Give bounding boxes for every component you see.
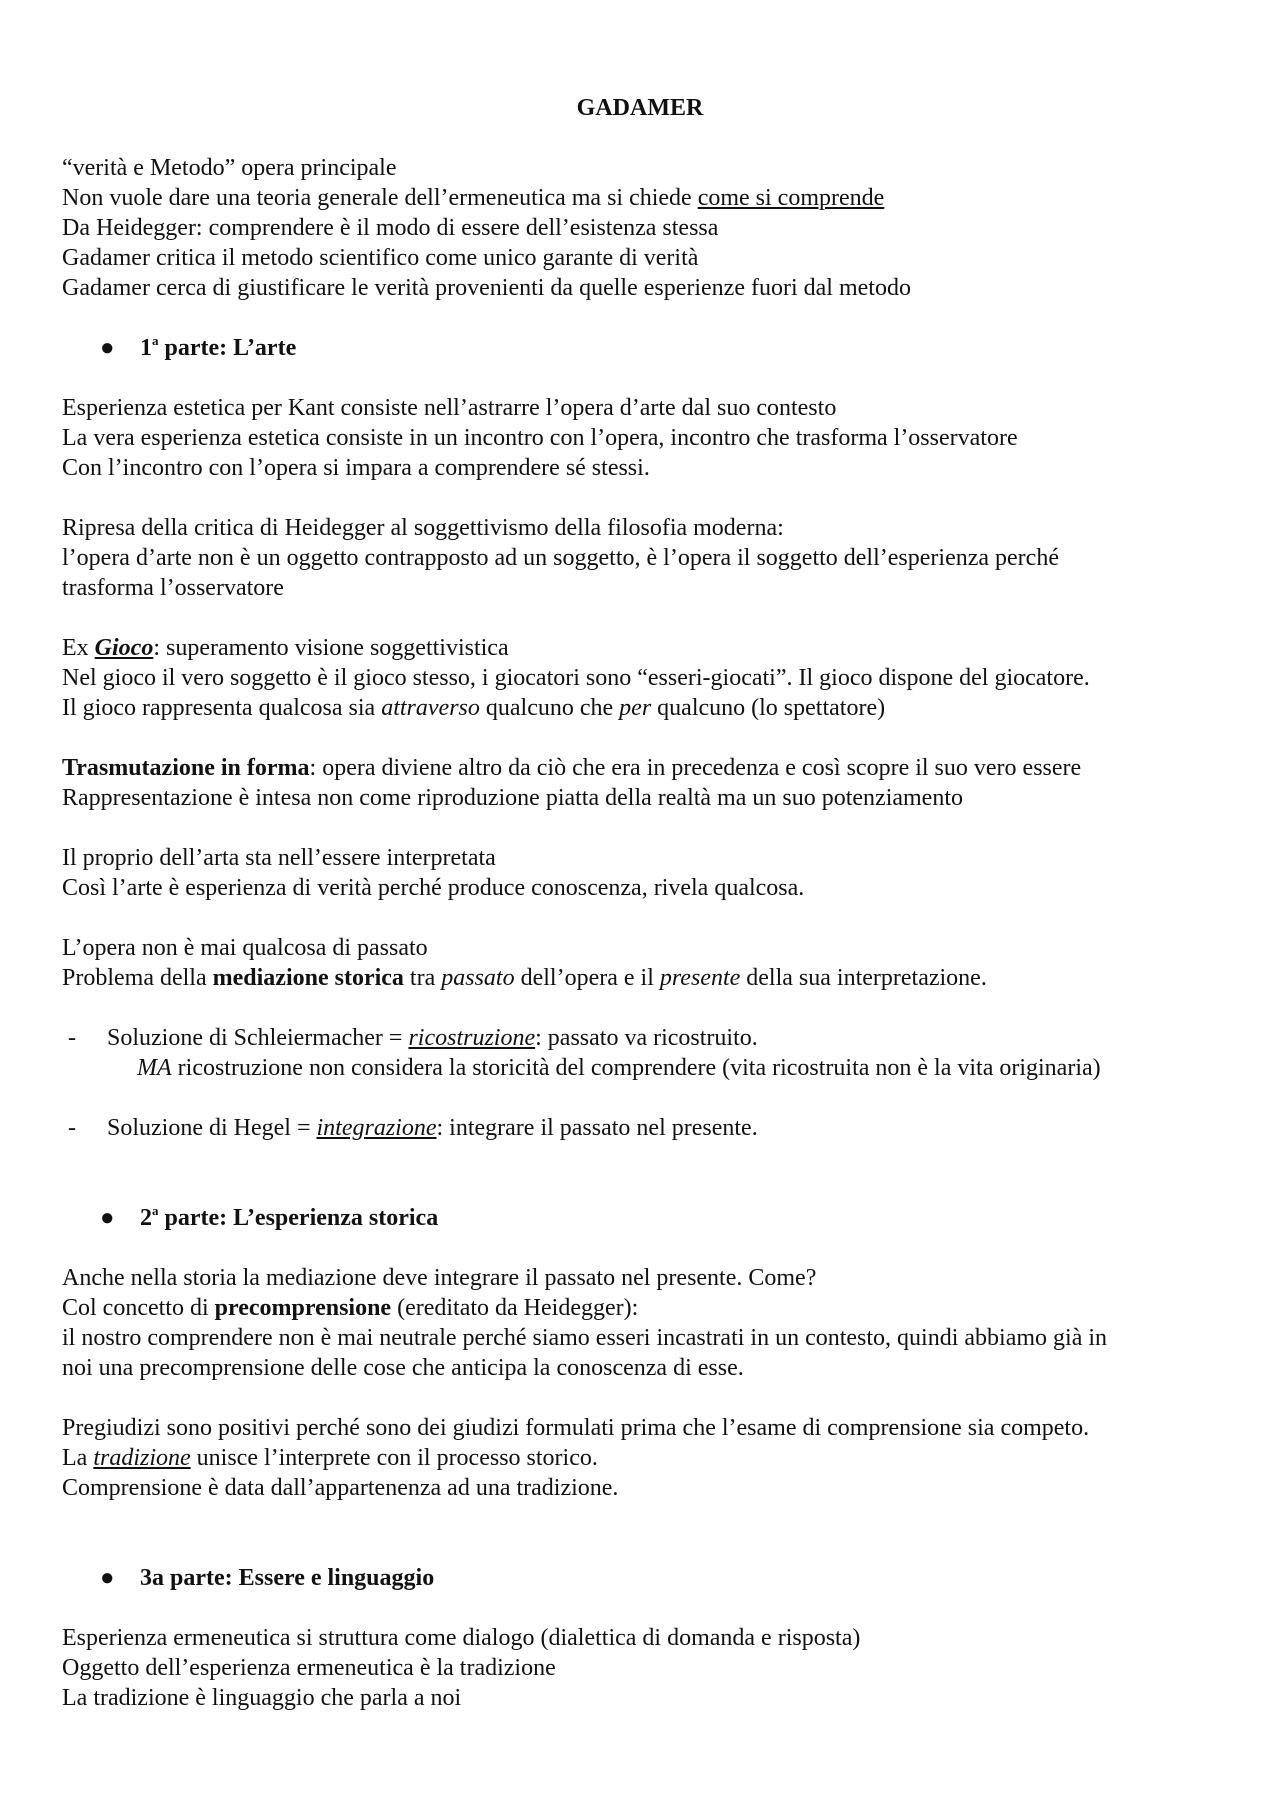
dash-list-item bbox=[62, 1023, 758, 1053]
text-line: Gadamer cerca di giustificare le verità provenienti da quelle esperienze fuori dal metodo bbox=[62, 275, 911, 301]
text-span: : integrare il passato nel presente. bbox=[436, 1115, 758, 1141]
text-span: qualcuno che bbox=[479, 695, 620, 721]
text-span: Col concetto di bbox=[62, 1295, 215, 1321]
text-line: noi una precomprensione delle cose che anticipa la conoscenza di esse. bbox=[62, 1355, 744, 1381]
text-span: qualcuno (lo spettatore) bbox=[651, 695, 886, 721]
text-line bbox=[62, 1443, 598, 1473]
emphasis-text: integrazione bbox=[316, 1115, 437, 1141]
text-line: l’opera d’arte non è un oggetto contrapposto ad un soggetto, è l’opera il soggetto dell’esperienza perché bbox=[62, 545, 1059, 571]
text-line bbox=[62, 633, 509, 663]
text-line: Da Heidegger: comprendere è il modo di essere dell’esistenza stessa bbox=[62, 215, 719, 241]
text-line bbox=[62, 1293, 638, 1323]
bullet-icon: ● bbox=[100, 335, 115, 361]
heading-label: parte: L’arte bbox=[158, 335, 297, 361]
emphasis-text: ricostruzione bbox=[408, 1025, 536, 1051]
text-line: Gadamer critica il metodo scientifico come unico garante di verità bbox=[62, 245, 699, 271]
text-line bbox=[62, 963, 987, 993]
text-span: : opera diviene altro da ciò che era in precedenza e così scopre il suo vero essere bbox=[309, 755, 1082, 781]
text-line: Oggetto dell’esperienza ermeneutica è la tradizione bbox=[62, 1655, 556, 1681]
bullet-icon: ● bbox=[100, 1205, 115, 1231]
italic-text: per bbox=[619, 695, 652, 721]
emphasis-text: Gioco bbox=[94, 635, 154, 661]
text-line: La vera esperienza estetica consiste in un incontro con l’opera, incontro che trasforma l’osservatore bbox=[62, 425, 1018, 451]
heading-number: 2 bbox=[140, 1205, 152, 1231]
text-span: : superamento visione soggettivistica bbox=[153, 635, 509, 661]
text-line: il nostro comprendere non è mai neutrale perché siamo esseri incastrati in un contesto, quindi abbiamo già in bbox=[62, 1325, 1108, 1351]
section-heading-part2 bbox=[100, 1203, 438, 1233]
bullet-icon: ● bbox=[100, 1565, 115, 1591]
text-span: della sua interpretazione. bbox=[740, 965, 987, 991]
text-line: Comprensione è data dall’appartenenza ad una tradizione. bbox=[62, 1475, 619, 1501]
text-line bbox=[137, 1053, 1101, 1083]
text-line: Con l’incontro con l’opera si impara a comprendere sé stessi. bbox=[62, 455, 650, 481]
text-span: Soluzione di Schleiermacher = bbox=[107, 1025, 409, 1051]
text-line: La tradizione è linguaggio che parla a noi bbox=[62, 1685, 462, 1711]
underlined-text: come si comprende bbox=[697, 185, 885, 211]
heading-superscript: a bbox=[152, 1203, 159, 1218]
dash-list-item bbox=[62, 1113, 758, 1143]
text-line bbox=[62, 753, 1081, 783]
text-line bbox=[62, 693, 885, 723]
text-span: Non vuole dare una teoria generale dell’ermeneutica ma si chiede bbox=[62, 185, 698, 211]
italic-text: attraverso bbox=[381, 695, 480, 721]
emphasis-text: tradizione bbox=[93, 1445, 191, 1471]
section-heading-part3 bbox=[100, 1563, 434, 1593]
text-span: Problema della bbox=[62, 965, 213, 991]
heading-number: 1 bbox=[140, 335, 152, 361]
italic-text: presente bbox=[659, 965, 741, 991]
text-span: Soluzione di Hegel = bbox=[107, 1115, 317, 1141]
text-line: Ripresa della critica di Heidegger al soggettivismo della filosofia moderna: bbox=[62, 515, 784, 541]
heading-label: 3a parte: Essere e linguaggio bbox=[140, 1565, 435, 1591]
bold-text: precomprensione bbox=[214, 1295, 392, 1321]
text-line bbox=[62, 183, 884, 213]
text-span: (ereditato da Heidegger): bbox=[391, 1295, 639, 1321]
text-span: dell’opera e il bbox=[514, 965, 660, 991]
text-line: Rappresentazione è intesa non come riproduzione piatta della realtà ma un suo potenziamento bbox=[62, 785, 963, 811]
text-span: Ex bbox=[62, 635, 95, 661]
heading-label: parte: L’esperienza storica bbox=[158, 1205, 439, 1231]
text-line: Esperienza ermeneutica si struttura come dialogo (dialettica di domanda e risposta) bbox=[62, 1625, 861, 1651]
text-line: Nel gioco il vero soggetto è il gioco stesso, i giocatori sono “esseri-giocati”. Il gioco dispone del giocatore. bbox=[62, 665, 1090, 691]
text-span: : passato va ricostruito. bbox=[535, 1025, 758, 1051]
text-span: unisce l’interprete con il processo storico. bbox=[190, 1445, 598, 1471]
text-span: ricostruzione non considera la storicità del comprendere (vita ricostruita non è la vita originaria) bbox=[171, 1055, 1101, 1081]
text-line: Il proprio dell’arta sta nell’essere interpretata bbox=[62, 845, 496, 871]
italic-text: passato bbox=[441, 965, 515, 991]
text-line: Anche nella storia la mediazione deve integrare il passato nel presente. Come? bbox=[62, 1265, 817, 1291]
text-line: L’opera non è mai qualcosa di passato bbox=[62, 935, 428, 961]
text-span: La bbox=[62, 1445, 94, 1471]
dash-marker: - bbox=[68, 1025, 76, 1051]
dash-marker: - bbox=[68, 1115, 76, 1141]
text-line: “verità e Metodo” opera principale bbox=[62, 155, 397, 181]
text-line: trasforma l’osservatore bbox=[62, 575, 284, 601]
text-span: Il gioco rappresenta qualcosa sia bbox=[62, 695, 382, 721]
bold-text: mediazione storica bbox=[212, 965, 404, 991]
text-span: tra bbox=[403, 965, 442, 991]
page-title: GADAMER bbox=[576, 95, 704, 121]
text-line: Così l’arte è esperienza di verità perché produce conoscenza, rivela qualcosa. bbox=[62, 875, 805, 901]
italic-text: MA bbox=[137, 1055, 172, 1081]
section-heading-part1 bbox=[100, 333, 296, 363]
bold-text: Trasmutazione in forma bbox=[62, 755, 310, 781]
heading-superscript: a bbox=[152, 333, 159, 348]
text-line: Esperienza estetica per Kant consiste nell’astrarre l’opera d’arte dal suo contesto bbox=[62, 395, 837, 421]
text-line: Pregiudizi sono positivi perché sono dei giudizi formulati prima che l’esame di comprensione sia competo. bbox=[62, 1415, 1090, 1441]
